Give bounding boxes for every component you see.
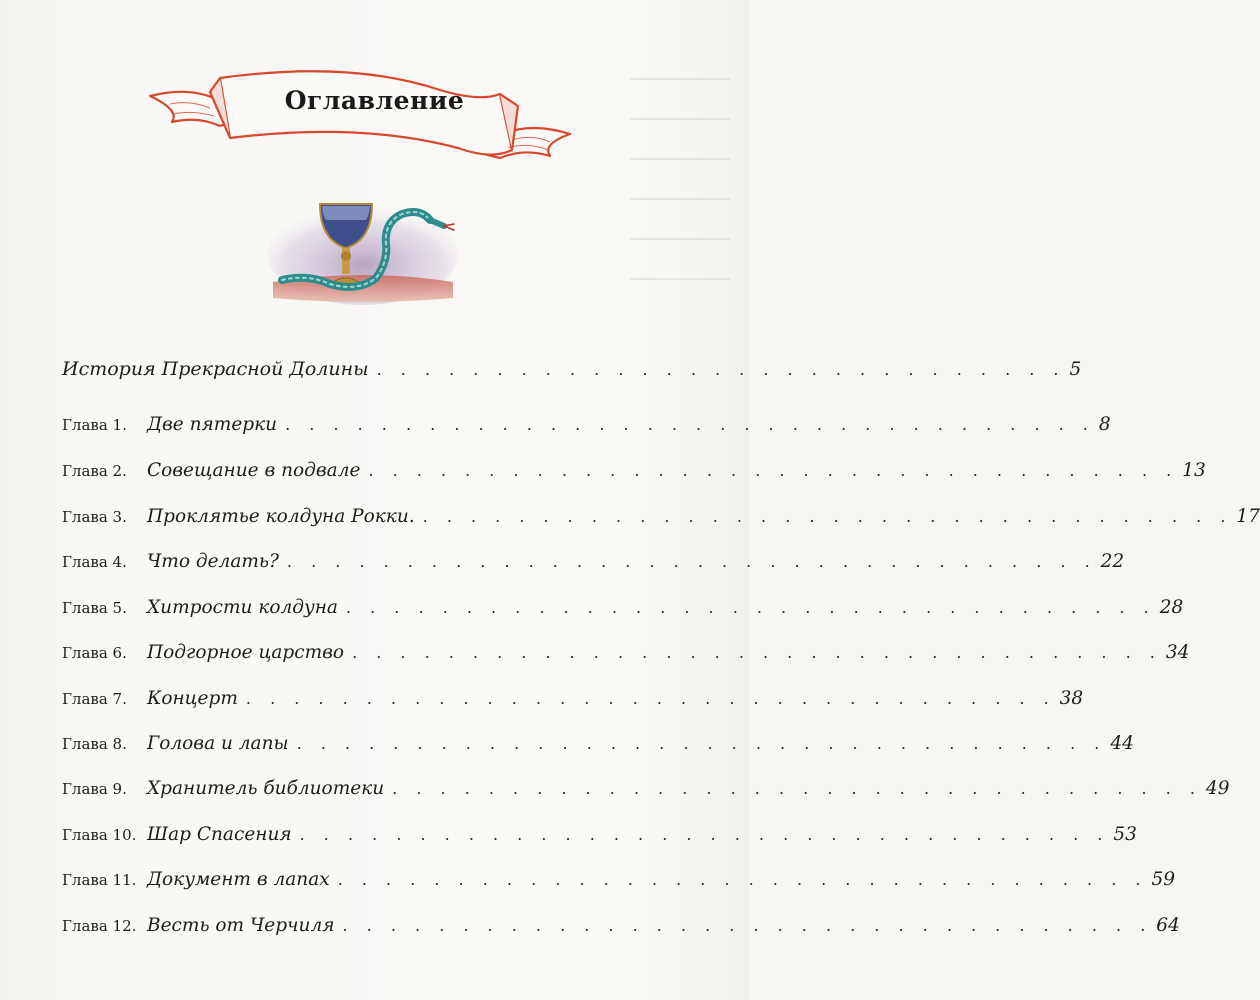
- chapter-label: Глава 4.: [62, 553, 127, 571]
- chapter-label: Глава 8.: [62, 735, 127, 753]
- chapter-title: Хитрости колдуна: [147, 597, 338, 618]
- chapter-title: Две пятерки: [147, 414, 278, 435]
- toc-entry[interactable]: [62, 551, 1125, 583]
- goblet-snake-illustration: [268, 200, 458, 310]
- toc-page-number: 53: [1113, 824, 1137, 845]
- bleed-through-text: [600, 40, 749, 320]
- page-title: Оглавление: [284, 86, 465, 115]
- dot-leader: . . . . . . . . . . . . . . . . . . . . . . . . . . . . .: [376, 360, 1066, 379]
- dot-leader: . . . . . . . . . . . . . . . . . . . . . . . . . . . . . . . . . .: [296, 734, 1107, 753]
- toc-page-number: 49: [1205, 778, 1230, 799]
- chapter-label: Глава 11.: [62, 871, 137, 889]
- ribbon-banner: [140, 64, 580, 184]
- toc-page-number: 28: [1159, 597, 1184, 618]
- dot-leader: . . . . . . . . . . . . . . . . . . . . . . . . . . . . . . . . . .: [285, 415, 1095, 434]
- toc-page-number: 59: [1151, 869, 1175, 890]
- chapter-title: Хранитель библиотеки: [147, 778, 385, 799]
- toc-entry[interactable]: [62, 506, 1260, 538]
- dot-leader: . . . . . . . . . . . . . . . . . . . . . . . . . . . . . . . . . .: [422, 507, 1233, 526]
- chapter-label: Глава 7.: [62, 690, 127, 708]
- chapter-label: Глава 10.: [62, 826, 137, 844]
- dot-leader: . . . . . . . . . . . . . . . . . . . . . . . . . . . . . . . . . .: [342, 916, 1153, 935]
- toc-entry[interactable]: [62, 915, 1180, 947]
- chapter-title: Проклятье колдуна Рокки.: [147, 506, 415, 527]
- chapter-label: Глава 5.: [62, 599, 127, 617]
- chapter-title: Подгорное царство: [147, 642, 345, 663]
- toc-page-number: 64: [1156, 915, 1180, 936]
- dot-leader: . . . . . . . . . . . . . . . . . . . . . . . . . . . . . . . . . .: [368, 461, 1179, 480]
- toc-entry[interactable]: [62, 597, 1184, 629]
- chapter-label: Глава 3.: [62, 508, 127, 526]
- toc-page-number: 22: [1100, 551, 1125, 572]
- chapter-title: Весть от Черчиля: [147, 915, 335, 936]
- toc-entry[interactable]: [62, 642, 1190, 674]
- chapter-label: Глава 12.: [62, 917, 137, 935]
- chapter-label: Глава 9.: [62, 780, 127, 798]
- toc-entry[interactable]: [62, 778, 1230, 810]
- toc-page-number: 17: [1236, 506, 1260, 527]
- toc-entry-title: История Прекрасной Долины: [62, 358, 369, 380]
- dot-leader: . . . . . . . . . . . . . . . . . . . . . . . . . . . . . . . . . .: [345, 598, 1156, 617]
- chapter-title: Концерт: [147, 688, 238, 709]
- dot-leader: . . . . . . . . . . . . . . . . . . . . . . . . . . . . . . . . . .: [245, 689, 1056, 708]
- toc-page-number: 44: [1110, 733, 1134, 754]
- toc-entry[interactable]: [62, 460, 1206, 492]
- dot-leader: . . . . . . . . . . . . . . . . . . . . . . . . . . . . . . . . . .: [352, 643, 1162, 662]
- toc-page-number: 5: [1069, 359, 1082, 380]
- toc-page-number: 34: [1165, 642, 1190, 663]
- dot-leader: . . . . . . . . . . . . . . . . . . . . . . . . . . . . . . . . . .: [392, 779, 1202, 798]
- toc-entry[interactable]: [62, 414, 1111, 446]
- toc-page-number: 13: [1182, 460, 1206, 481]
- dot-leader: . . . . . . . . . . . . . . . . . . . . . . . . . . . . . . . . . .: [337, 870, 1148, 889]
- chapter-title: Шар Спасения: [147, 824, 292, 845]
- toc-page-number: 38: [1059, 688, 1084, 709]
- toc-entry[interactable]: [62, 824, 1137, 856]
- toc-page-number: 8: [1098, 414, 1111, 435]
- dot-leader: . . . . . . . . . . . . . . . . . . . . . . . . . . . . . . . . . .: [286, 552, 1097, 571]
- chapter-title: Документ в лапах: [147, 869, 330, 890]
- chapter-label: Глава 1.: [62, 416, 127, 434]
- dot-leader: . . . . . . . . . . . . . . . . . . . . . . . . . . . . . . . . . .: [299, 825, 1110, 844]
- chapter-title: Совещание в подвале: [147, 460, 361, 481]
- chapter-label: Глава 2.: [62, 462, 127, 480]
- chapter-label: Глава 6.: [62, 644, 127, 662]
- chapter-title: Что делать?: [147, 551, 279, 572]
- toc-entry[interactable]: [62, 869, 1175, 901]
- toc-entry[interactable]: [62, 688, 1084, 720]
- chapter-title: Голова и лапы: [147, 733, 289, 754]
- toc-entry[interactable]: [62, 733, 1134, 765]
- toc-entry-intro[interactable]: [62, 358, 1082, 390]
